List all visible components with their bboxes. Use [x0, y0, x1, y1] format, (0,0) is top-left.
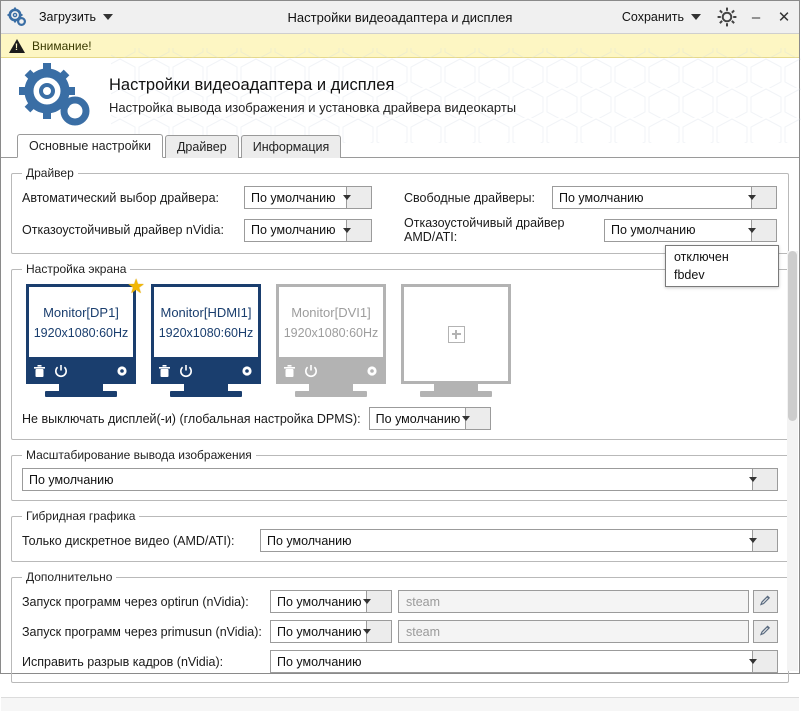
scaling-group — [11, 448, 789, 501]
driver-group-legend: Драйвер — [26, 166, 74, 180]
monitor-base — [295, 391, 367, 397]
primusrun-label: Запуск программ через primusun (nVidia): — [22, 624, 262, 639]
dpms-select[interactable] — [369, 407, 491, 430]
trash-icon[interactable] — [158, 364, 171, 381]
driver-group — [11, 166, 789, 254]
settings-content — [1, 158, 799, 697]
monitor-screen — [151, 284, 261, 360]
warning-bar — [1, 34, 799, 58]
optirun-select[interactable] — [270, 590, 392, 613]
free-driver-select[interactable] — [552, 186, 777, 209]
extra-group — [11, 570, 789, 683]
discrete-only-value: По умолчанию — [267, 533, 352, 548]
tearing-row — [22, 650, 778, 673]
gears-icon — [19, 63, 93, 129]
monitor-base — [420, 391, 492, 397]
dropdown-option-fbdev[interactable]: fbdev — [674, 268, 705, 282]
pencil-icon — [759, 624, 772, 640]
driver-row-auto — [22, 186, 778, 209]
tab-main-settings[interactable]: Основные настройки — [17, 134, 163, 158]
scrollbar-thumb[interactable] — [788, 251, 797, 421]
dpms-row — [22, 407, 778, 430]
minimize-button[interactable]: – — [751, 8, 761, 26]
load-menu-button[interactable] — [33, 7, 119, 27]
optirun-input[interactable] — [398, 590, 749, 613]
screen-group — [11, 262, 789, 440]
optirun-input-placeholder: steam — [406, 594, 441, 609]
monitor-name: Monitor[HDMI1] — [160, 304, 252, 320]
gear-icon[interactable] — [365, 364, 379, 381]
power-icon[interactable] — [304, 364, 318, 381]
monitor-card-dvi1[interactable] — [276, 284, 386, 397]
primary-monitor-star-icon: ★ — [127, 276, 145, 298]
nvidia-failsafe-label: Отказоустойчивый драйвер nVidia: — [22, 223, 224, 237]
add-monitor-screen — [401, 284, 511, 384]
monitor-card-add[interactable] — [401, 284, 511, 397]
power-icon[interactable] — [54, 364, 68, 381]
monitor-resolution: 1920x1080:60Hz — [33, 325, 129, 340]
monitor-card-hdmi1[interactable] — [151, 284, 261, 397]
nvidia-failsafe-value: По умолчанию — [251, 223, 336, 237]
discrete-only-label: Только дискретное видео (AMD/ATI): — [22, 533, 235, 548]
primusrun-value: По умолчанию — [277, 624, 362, 639]
banner-title: Настройки видеоадаптера и дисплея — [109, 76, 395, 94]
optirun-label: Запуск программ через optirun (nVidia): — [22, 594, 249, 609]
chevron-down-icon — [103, 14, 113, 20]
load-menu-label: Загрузить — [39, 10, 97, 24]
monitor-base — [170, 391, 242, 397]
vertical-scrollbar[interactable] — [787, 251, 798, 671]
power-icon[interactable] — [179, 364, 193, 381]
monitor-toolbar — [276, 360, 386, 384]
monitor-list — [26, 276, 778, 397]
tab-driver[interactable]: Драйвер — [165, 135, 239, 158]
save-menu-label: Сохранить — [621, 10, 684, 24]
chevron-down-icon[interactable] — [752, 651, 777, 672]
banner-subtitle: Настройка вывода изображения и установка драйвера видеокарты — [109, 100, 517, 115]
settings-gear-icon[interactable] — [717, 7, 737, 27]
auto-driver-label: Автоматический выбор драйвера: — [22, 190, 220, 205]
scaling-row — [22, 468, 778, 491]
tearing-value: По умолчанию — [277, 654, 362, 669]
auto-driver-select[interactable] — [244, 186, 372, 209]
chevron-down-icon[interactable] — [751, 220, 776, 241]
primusrun-select[interactable] — [270, 620, 392, 643]
dpms-label: Не выключать дисплей(-и) (глобальная настройка DPMS): — [22, 411, 361, 426]
monitor-stand — [59, 384, 103, 391]
monitor-stand — [309, 384, 353, 391]
monitor-base — [45, 391, 117, 397]
primusrun-row — [22, 620, 778, 643]
amd-failsafe-label: Отказоустойчивый драйвер AMD/ATI: — [404, 216, 565, 244]
chevron-down-icon[interactable] — [346, 187, 371, 208]
monitor-toolbar — [151, 360, 261, 384]
chevron-down-icon[interactable] — [752, 469, 777, 490]
chevron-down-icon[interactable] — [751, 187, 776, 208]
discrete-only-select[interactable] — [260, 529, 778, 552]
primusrun-input-placeholder: steam — [406, 624, 441, 639]
monitor-stand — [184, 384, 228, 391]
monitor-screen — [26, 284, 136, 360]
app-gear-icon — [7, 7, 27, 27]
amd-failsafe-select[interactable] — [604, 219, 777, 242]
monitor-name: Monitor[DVI1] — [291, 304, 371, 320]
optirun-value: По умолчанию — [277, 594, 362, 609]
trash-icon[interactable] — [283, 364, 296, 381]
scaling-value: По умолчанию — [29, 472, 114, 487]
hybrid-row — [22, 529, 778, 552]
optirun-row — [22, 590, 778, 613]
scaling-select[interactable] — [22, 468, 778, 491]
chevron-down-icon — [691, 14, 701, 20]
monitor-resolution: 1920x1080:60Hz — [283, 325, 379, 340]
driver-row-nvidia — [22, 216, 778, 244]
optirun-edit-button[interactable] — [753, 590, 778, 613]
warning-triangle-icon — [9, 39, 25, 53]
monitor-card-dp1[interactable] — [26, 276, 145, 397]
screen-group-legend: Настройка экрана — [26, 262, 127, 276]
tab-bar — [1, 133, 799, 158]
amd-failsafe-value: По умолчанию — [611, 223, 696, 237]
dpms-value: По умолчанию — [375, 411, 461, 426]
tearing-select[interactable] — [270, 650, 778, 673]
save-menu-button[interactable] — [616, 7, 707, 27]
trash-icon[interactable] — [33, 364, 46, 381]
dropdown-option-disabled[interactable]: отключен — [674, 250, 729, 264]
chevron-down-icon[interactable] — [366, 621, 391, 642]
monitor-resolution: 1920x1080:60Hz — [158, 325, 254, 340]
extra-group-legend: Дополнительно — [26, 570, 113, 584]
primusrun-input[interactable] — [398, 620, 749, 643]
hybrid-graphics-group — [11, 509, 789, 562]
monitor-toolbar — [26, 360, 136, 384]
pencil-icon — [759, 594, 772, 610]
monitor-name: Monitor[DP1] — [43, 304, 119, 320]
scaling-group-legend: Масштабирование вывода изображения — [26, 448, 252, 462]
warning-text: Внимание! — [32, 38, 92, 53]
monitor-stand — [434, 384, 478, 391]
free-driver-label: Свободные драйверы: — [404, 190, 535, 205]
close-button[interactable]: ✕ — [777, 8, 791, 26]
window-title: Настройки видеоадаптера и дисплея — [287, 9, 513, 25]
gear-icon[interactable] — [115, 364, 129, 381]
chevron-down-icon[interactable] — [465, 408, 490, 429]
tab-information[interactable]: Информация — [241, 135, 342, 158]
tearing-label: Исправить разрыв кадров (nVidia): — [22, 654, 224, 669]
plus-icon[interactable] — [448, 326, 465, 343]
monitor-screen — [276, 284, 386, 360]
title-bar — [1, 1, 799, 34]
nvidia-failsafe-select[interactable] — [244, 219, 372, 242]
primusrun-edit-button[interactable] — [753, 620, 778, 643]
amd-failsafe-dropdown-popup[interactable] — [665, 245, 779, 287]
auto-driver-value: По умолчанию — [251, 190, 336, 205]
free-driver-value: По умолчанию — [559, 190, 644, 205]
header-banner — [1, 58, 799, 133]
gear-icon[interactable] — [240, 364, 254, 381]
chevron-down-icon[interactable] — [752, 530, 777, 551]
status-bar — [1, 697, 799, 711]
chevron-down-icon[interactable] — [366, 591, 391, 612]
chevron-down-icon[interactable] — [346, 220, 371, 241]
hybrid-group-legend: Гибридная графика — [26, 509, 136, 523]
